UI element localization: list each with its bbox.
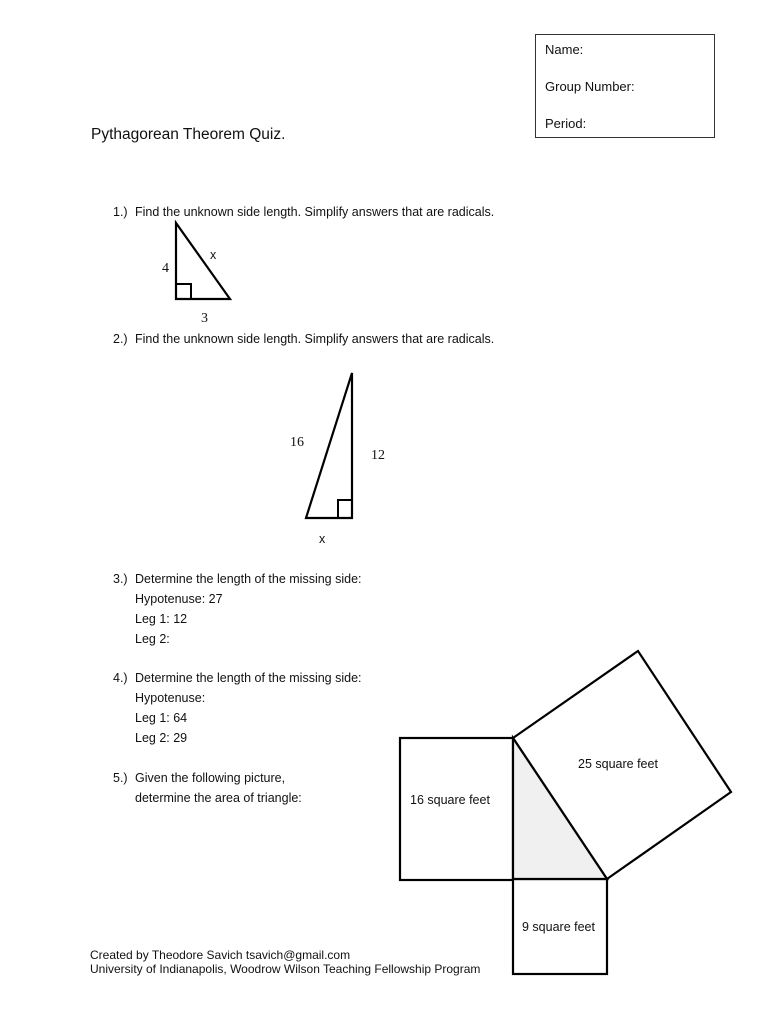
question-3-leg2: Leg 2: xyxy=(135,632,170,646)
question-1-number: 1.) xyxy=(113,205,128,219)
question-2-number: 2.) xyxy=(113,332,128,346)
footer-credit: Created by Theodore Savich tsavich@gmail.com xyxy=(90,948,351,962)
question-1-leg-vertical-label: 4 xyxy=(162,261,169,276)
question-2-leg-horizontal-label: x xyxy=(319,532,326,546)
question-5-text-line2: determine the area of triangle: xyxy=(135,791,302,805)
period-label: Period: xyxy=(545,116,587,131)
bottom-square-label: 9 square feet xyxy=(522,920,595,934)
question-3-number: 3.) xyxy=(113,572,128,586)
question-2-leg-vertical-label: 12 xyxy=(371,448,385,463)
question-3-hypotenuse: Hypotenuse: 27 xyxy=(135,592,223,606)
question-4-number: 4.) xyxy=(113,671,128,685)
question-4-hypotenuse: Hypotenuse: xyxy=(135,691,206,705)
question-2-text: Find the unknown side length. Simplify answers that are radicals. xyxy=(135,332,495,346)
left-square-label: 16 square feet xyxy=(410,793,490,807)
question-4-leg1: Leg 1: 64 xyxy=(135,711,188,725)
right-square-label: 25 square feet xyxy=(578,757,658,771)
group-number-label: Group Number: xyxy=(545,79,635,94)
name-label: Name: xyxy=(545,42,584,57)
question-1-hypotenuse-label: x xyxy=(210,248,217,262)
footer-affiliation: University of Indianapolis, Woodrow Wilson Teaching Fellowship Program xyxy=(90,962,481,976)
question-3-text: Determine the length of the missing side: xyxy=(135,572,362,586)
question-2-hypotenuse-label: 16 xyxy=(290,435,304,450)
question-5-number: 5.) xyxy=(113,771,128,785)
question-5-text: Given the following picture, xyxy=(135,771,286,785)
question-1-text: Find the unknown side length. Simplify answers that are radicals. xyxy=(135,205,495,219)
question-4-leg2: Leg 2: 29 xyxy=(135,731,188,745)
question-1-leg-horizontal-label: 3 xyxy=(201,311,208,326)
left-square xyxy=(400,738,513,880)
question-4-text: Determine the length of the missing side: xyxy=(135,671,362,685)
page-title: Pythagorean Theorem Quiz. xyxy=(91,126,286,143)
question-3-leg1: Leg 1: 12 xyxy=(135,612,188,626)
